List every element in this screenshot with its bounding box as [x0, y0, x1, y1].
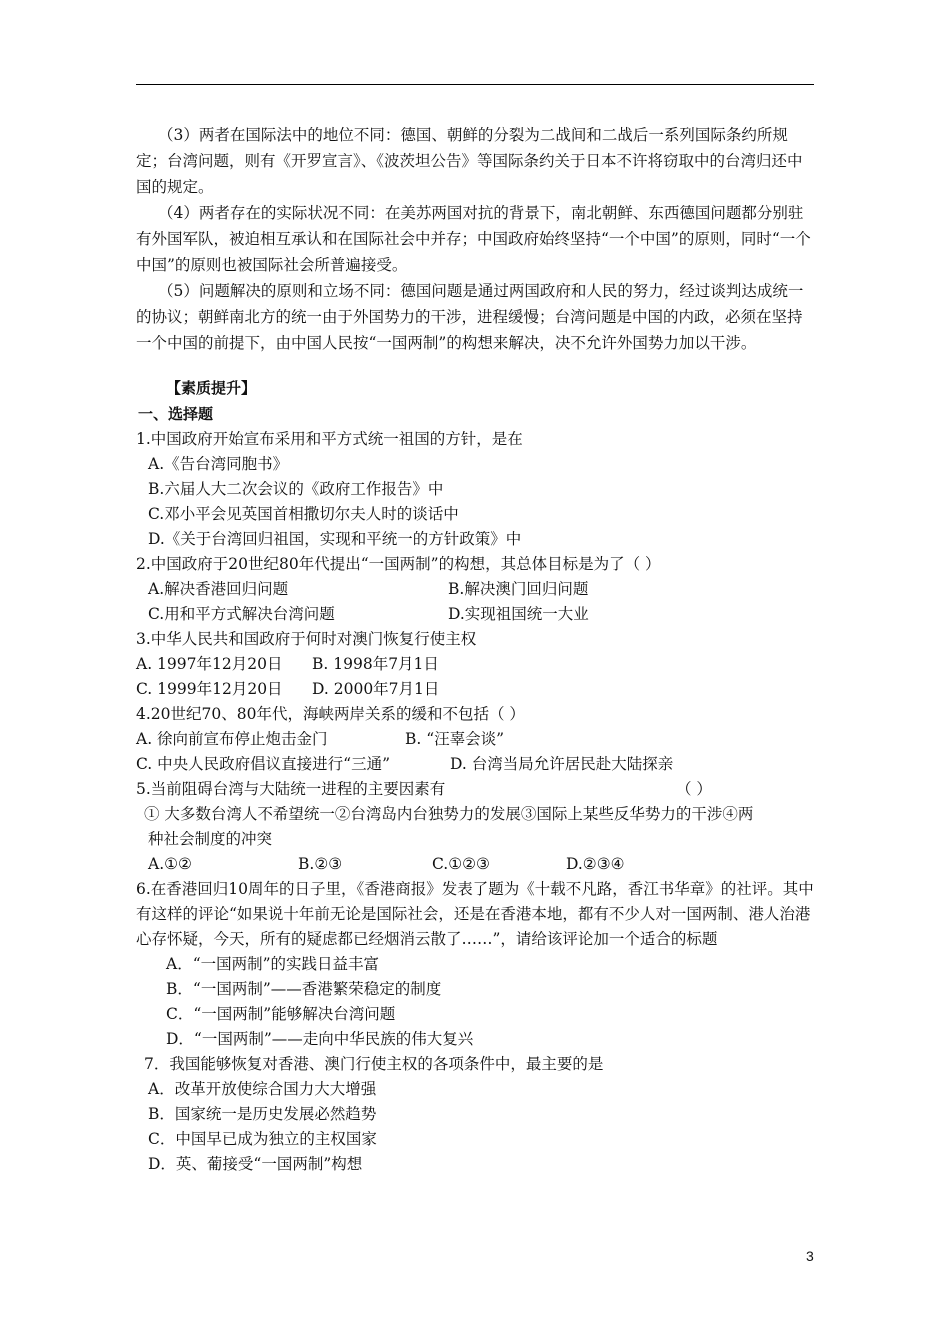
document-body [136, 122, 816, 1177]
section-title: 【素质提升】 [166, 379, 257, 397]
paragraph-5: （5）问题解决的原则和立场不同：德国问题是通过两国政府和人民的努力，经过谈判达成统一的协议；朝鲜南北方的统一由于外国势力的干涉，进程缓慢；台湾问题是中国的内政，必须在坚持一个中国的前提下，由中国人民按“一国两制”的构想来解决，决不允许外国势力加以干涉。 [136, 282, 804, 352]
q5-option-d: D.②③④ [566, 855, 625, 873]
q2-stem: 2.中国政府于20世纪80年代提出“一国两制”的构想，其总体目标是为了（ ） [136, 555, 661, 573]
q6-option-a: A．“一国两制”的实践日益丰富 [166, 955, 380, 973]
q1-option-b: B.六届人大二次会议的《政府工作报告》中 [148, 480, 444, 498]
q7-option-c: C．中国早已成为独立的主权国家 [148, 1130, 377, 1148]
q4-option-d: D. 台湾当局允许居民赴大陆探亲 [450, 755, 674, 773]
q3-option-c: C. 1999年12月20日 [136, 680, 283, 698]
q6-option-b: B．“一国两制”——香港繁荣稳定的制度 [166, 980, 442, 998]
q5-stem: 5.当前阻碍台湾与大陆统一进程的主要因素有 [136, 780, 446, 798]
q1-option-c: C.邓小平会见英国首相撒切尔夫人时的谈话中 [148, 505, 459, 523]
q4-stem: 4.20世纪70、80年代，海峡两岸关系的缓和不包括（ ） [136, 705, 525, 723]
q2-options-row-1 [136, 577, 816, 602]
page-number: 3 [806, 1248, 814, 1264]
q1-option-a: A.《告台湾同胞书》 [148, 455, 289, 473]
q3-option-d: D. 2000年7月1日 [312, 680, 440, 698]
q6-stem: 6.在香港回归10周年的日子里，《香港商报》发表了题为《十载不凡路，香江书华章》的社评。其中有这样的评论“如果说十年前无论是国际社会，还是在香港本地，都有不少人对一国两制、港人治港心存怀疑，今天，所有的疑虑都已经烟消云散了……”，请给该评论加一个适合的标题 [136, 880, 814, 948]
q3-option-a: A. 1997年12月20日 [136, 655, 283, 673]
q3-option-b: B. 1998年7月1日 [312, 655, 439, 673]
paragraph-4: （4）两者存在的实际状况不同：在美苏两国对抗的背景下，南北朝鲜、东西德国问题都分别驻有外国军队，被迫相互承认和在国际社会中并存；中国政府始终坚持“一个中国”的原则，同时“一个中国”的原则也被国际社会所普遍接受。 [136, 204, 811, 274]
q2-option-c: C.用和平方式解决台湾问题 [148, 605, 335, 623]
q2-option-a: A.解决香港回归问题 [148, 580, 289, 598]
q5-statement-line-2: 种社会制度的冲突 [148, 830, 273, 848]
q1-stem: 1.中国政府开始宣布采用和平方式统一祖国的方针，是在 [136, 430, 523, 448]
q6-option-c: C．“一国两制”能够解决台湾问题 [166, 1005, 396, 1023]
q1-option-d: D.《关于台湾回归祖国，实现和平统一的方针政策》中 [148, 530, 522, 548]
q3-stem: 3.中华人民共和国政府于何时对澳门恢复行使主权 [136, 630, 477, 648]
q5-answer-bracket: （ ） [676, 780, 712, 798]
header-rule [136, 84, 814, 85]
q5-option-b: B.②③ [298, 855, 343, 873]
q7-option-d: D．英、葡接受“一国两制”构想 [148, 1155, 363, 1173]
q7-stem: 7．我国能够恢复对香港、澳门行使主权的各项条件中，最主要的是 [144, 1055, 604, 1073]
q4-option-b: B. “汪辜会谈” [405, 730, 505, 748]
q7-option-b: B．国家统一是历史发展必然趋势 [148, 1105, 377, 1123]
q3-options-row-1 [136, 652, 816, 677]
q4-options-row-2 [136, 752, 816, 777]
subsection-title: 一、选择题 [138, 405, 214, 423]
q5-stem-row [136, 777, 816, 802]
q5-option-a: A.①② [148, 855, 192, 873]
q5-statement-line-1: ① 大多数台湾人不希望统一②台湾岛内台独势力的发展③国际上某些反华势力的干涉④两 [144, 805, 754, 823]
q6-option-d: D．“一国两制”——走向中华民族的伟大复兴 [166, 1030, 474, 1048]
q7-option-a: A．改革开放使综合国力大大增强 [148, 1080, 377, 1098]
q4-option-a: A. 徐向前宣布停止炮击金门 [136, 730, 328, 748]
paragraph-3: （3）两者在国际法中的地位不同：德国、朝鲜的分裂为二战间和二战后一系列国际条约所规定；台湾问题，则有《开罗宣言》、《波茨坦公告》等国际条约关于日本不许将窃取中的台湾归还中国的规定。 [136, 126, 803, 196]
q5-option-c: C.①②③ [432, 855, 490, 873]
q3-options-row-2 [136, 677, 816, 702]
q5-options-row [136, 852, 816, 877]
q4-options-row-1 [136, 727, 816, 752]
q4-option-c: C. 中央人民政府倡议直接进行“三通” [136, 755, 391, 773]
q2-option-b: B.解决澳门回归问题 [448, 580, 589, 598]
q2-options-row-2 [136, 602, 816, 627]
q2-option-d: D.实现祖国统一大业 [448, 605, 589, 623]
